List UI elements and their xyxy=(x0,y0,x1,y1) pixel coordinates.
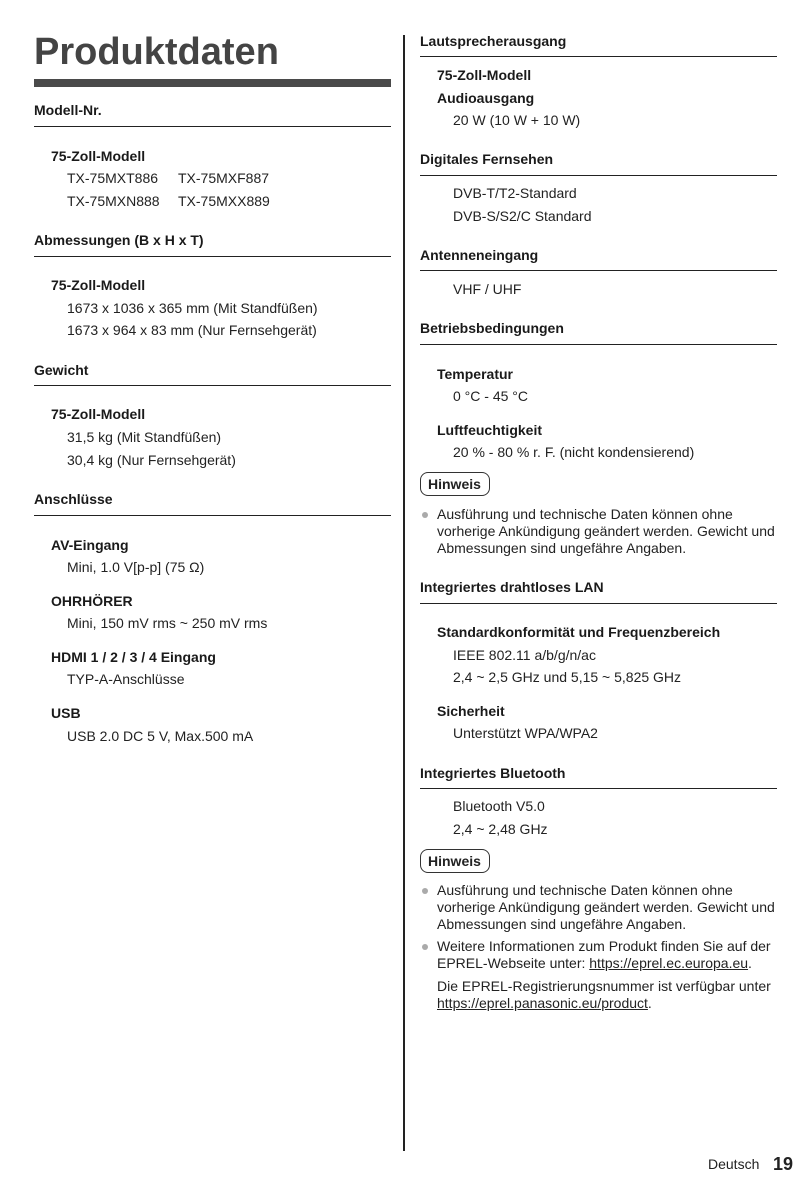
divider xyxy=(420,788,777,789)
heading-bluetooth: Integriertes Bluetooth xyxy=(420,765,566,781)
sub-heading: 75-Zoll-Modell xyxy=(437,67,532,83)
page-number: 19 xyxy=(773,1154,794,1174)
value: 2,4 ~ 2,48 GHz xyxy=(453,821,548,837)
value: Mini, 1.0 V[p-p] (75 Ω) xyxy=(67,559,205,575)
value: 30,4 kg (Nur Fernsehgerät) xyxy=(67,452,236,468)
model-number: TX-75MXT886 xyxy=(67,170,159,186)
sub-heading: 75-Zoll-Modell xyxy=(51,148,146,164)
heading-modell: Modell-Nr. xyxy=(34,102,102,118)
sub-heading: HDMI 1 / 2 / 3 / 4 Eingang xyxy=(51,649,216,665)
sub-heading: OHRHÖRER xyxy=(51,593,133,609)
value: 20 % - 80 % r. F. (nicht kondensierend) xyxy=(453,444,695,460)
note-label: Hinweis xyxy=(420,472,490,496)
divider xyxy=(420,344,777,345)
value: VHF / UHF xyxy=(453,281,522,297)
footer-language: Deutsch xyxy=(708,1156,760,1172)
bullet-icon xyxy=(422,512,428,518)
value: 31,5 kg (Mit Standfüßen) xyxy=(67,429,222,445)
sub-heading: USB xyxy=(51,705,81,721)
panasonic-eprel-link[interactable]: https://eprel.panasonic.eu/product xyxy=(437,995,648,1011)
divider xyxy=(34,515,391,516)
note-text: Ausführung und technische Daten können ohne vorherige Ankündigung geändert werden. Gewicht und Abmessungen sind ungefähre Angaben. xyxy=(437,506,775,556)
heading-betrieb: Betriebsbedingungen xyxy=(420,320,564,336)
value: TYP-A-Anschlüsse xyxy=(67,671,185,687)
note-label: Hinweis xyxy=(420,849,490,873)
value: 2,4 ~ 2,5 GHz und 5,15 ~ 5,825 GHz xyxy=(453,669,682,685)
heading-anschluesse: Anschlüsse xyxy=(34,491,113,507)
title-bar xyxy=(34,79,391,87)
value: IEEE 802.11 a/b/g/n/ac xyxy=(453,647,596,663)
divider xyxy=(420,270,777,271)
note-registration: Die EPREL-Registrierungsnummer ist verfügbar unter https://eprel.panasonic.eu/product. xyxy=(437,978,771,1011)
value: Unterstützt WPA/WPA2 xyxy=(453,725,598,741)
value: 0 °C - 45 °C xyxy=(453,388,528,404)
heading-gewicht: Gewicht xyxy=(34,362,89,378)
heading-abmessungen: Abmessungen (B x H x T) xyxy=(34,232,204,248)
divider xyxy=(34,126,391,127)
model-number: TX-75MXN888 xyxy=(67,193,160,209)
sub-heading: Sicherheit xyxy=(437,703,505,719)
divider xyxy=(34,256,391,257)
value: Mini, 150 mV rms ~ 250 mV rms xyxy=(67,615,268,631)
sub-heading: Standardkonformität und Frequenzbereich xyxy=(437,624,721,640)
value: USB 2.0 DC 5 V, Max.500 mA xyxy=(67,728,254,744)
divider xyxy=(420,175,777,176)
note-text: Ausführung und technische Daten können ohne vorherige Ankündigung geändert werden. Gewicht und Abmessungen sind ungefähre Angaben. xyxy=(437,882,775,932)
value: 1673 x 1036 x 365 mm (Mit Standfüßen) xyxy=(67,300,318,316)
value: 20 W (10 W + 10 W) xyxy=(453,112,581,128)
bullet-icon xyxy=(422,888,428,894)
heading-digital: Digitales Fernsehen xyxy=(420,151,554,167)
heading-antenne: Antenneneingang xyxy=(420,247,539,263)
note-eprel: Weitere Informationen zum Produkt finden Sie auf der EPREL-Webseite unter: https://eprel.ec.europa.eu. xyxy=(437,938,771,971)
eprel-link[interactable]: https://eprel.ec.europa.eu xyxy=(589,955,749,971)
divider xyxy=(34,385,391,386)
value: DVB-T/T2-Standard xyxy=(453,185,577,201)
page-title: Produktdaten xyxy=(34,31,279,73)
value: 1673 x 964 x 83 mm (Nur Fernsehgerät) xyxy=(67,322,317,338)
model-number: TX-75MXF887 xyxy=(178,170,270,186)
sub-heading: 75-Zoll-Modell xyxy=(51,277,146,293)
sub-heading: 75-Zoll-Modell xyxy=(51,406,146,422)
value: DVB-S/S2/C Standard xyxy=(453,208,592,224)
heading-wlan: Integriertes drahtloses LAN xyxy=(420,579,604,595)
note-text: Weitere Informationen zum Produkt finden Sie auf der EPREL-Webseite unter: xyxy=(437,938,771,971)
model-number: TX-75MXX889 xyxy=(178,193,270,209)
sub-heading: Luftfeuchtigkeit xyxy=(437,422,542,438)
column-divider xyxy=(403,35,405,1151)
bullet-icon xyxy=(422,944,428,950)
heading-lautsprecher: Lautsprecherausgang xyxy=(420,33,567,49)
sub-heading: AV-Eingang xyxy=(51,537,129,553)
sub-heading: Temperatur xyxy=(437,366,513,382)
note-text: Die EPREL-Registrierungsnummer ist verfügbar unter xyxy=(437,978,771,994)
divider xyxy=(420,56,777,57)
divider xyxy=(420,603,777,604)
value: Bluetooth V5.0 xyxy=(453,798,545,814)
sub-heading: Audioausgang xyxy=(437,90,535,106)
